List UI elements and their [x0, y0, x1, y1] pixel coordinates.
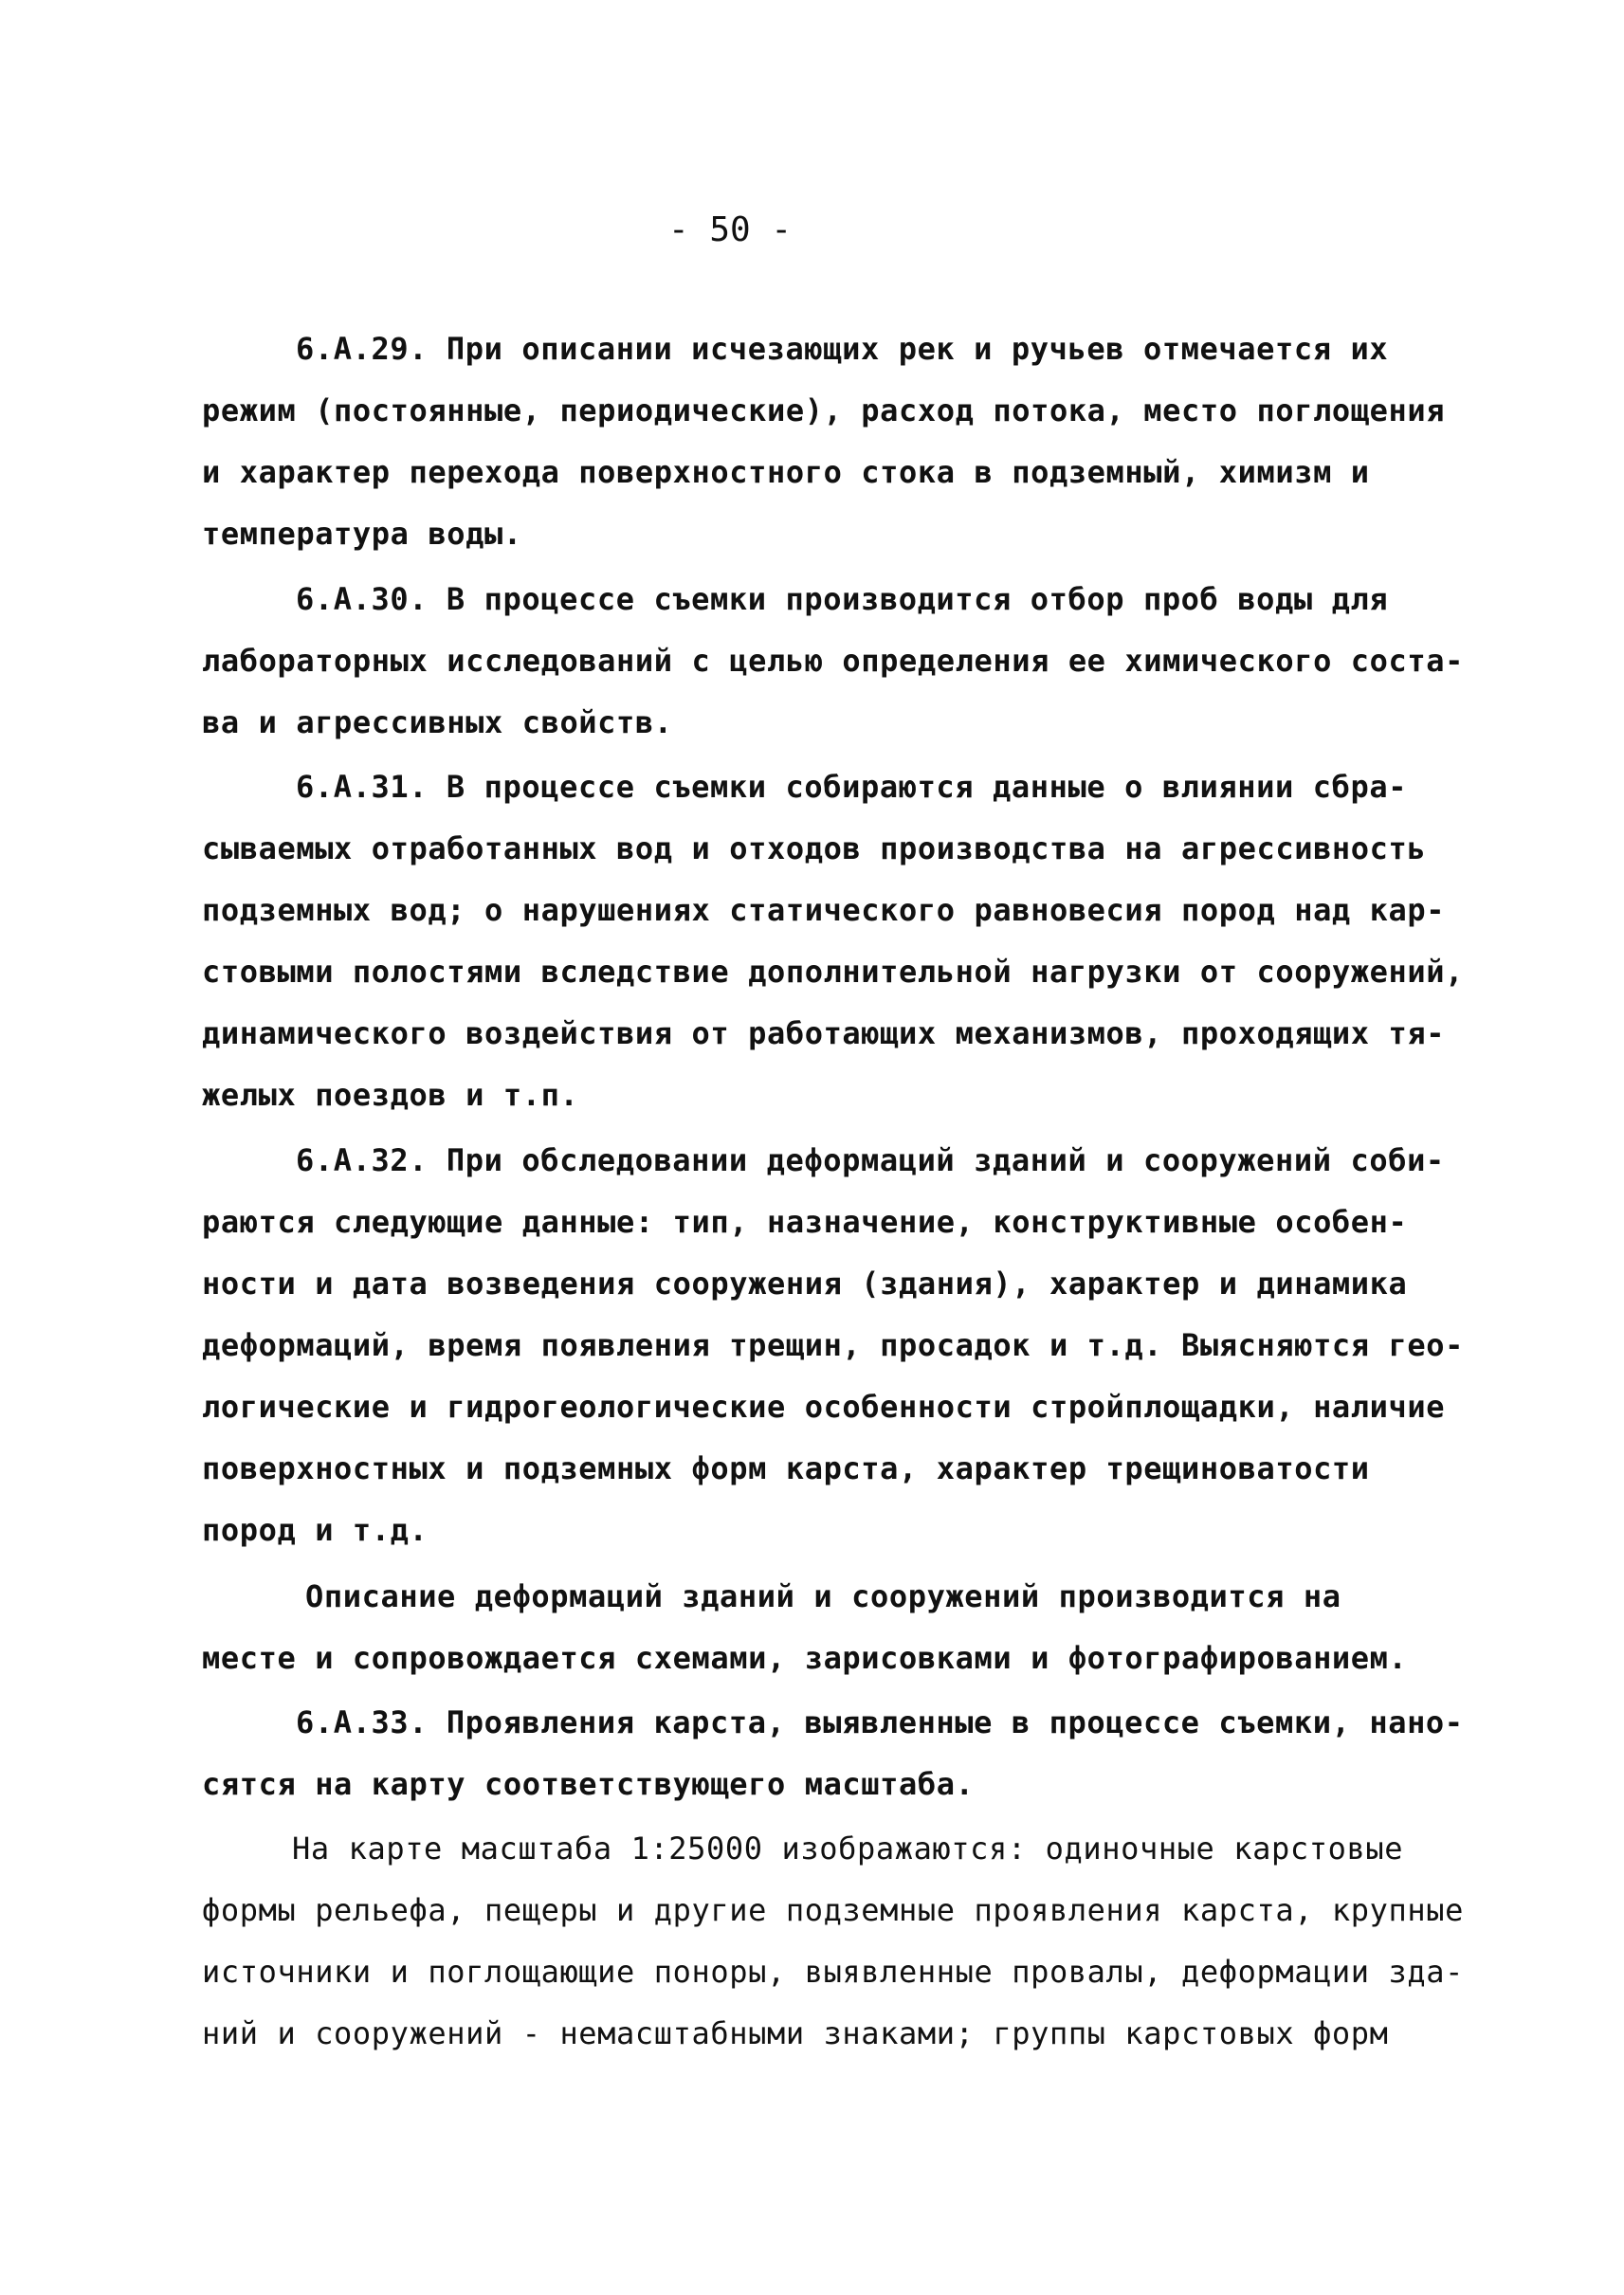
text-line: динамического воздействия от работающих механизмов, проходящих тя-	[202, 1015, 1446, 1051]
text-line: подземных вод; о нарушениях статического равновесия пород над кар-	[202, 892, 1446, 928]
text-line: источники и поглощающие поноры, выявленные провалы, деформации зда-	[202, 1954, 1464, 1990]
text-line: формы рельефа, пещеры и другие подземные проявления карста, крупные	[202, 1892, 1464, 1928]
text-line: На карте масштаба 1:25000 изображаются: одиночные карстовые	[292, 1831, 1404, 1867]
text-line: логические и гидрогеологические особенности стройплощадки, наличие	[202, 1389, 1446, 1425]
text-line: 6.А.30. В процессе съемки производится отбор проб воды для	[296, 581, 1389, 617]
text-line: пород и т.д.	[202, 1512, 429, 1548]
text-line: желых поездов и т.п.	[202, 1077, 579, 1113]
text-line: стовыми полостями вследствие дополнительной нагрузки от сооружений,	[202, 954, 1464, 990]
text-line: 6.А.33. Проявления карста, выявленные в процессе съемки, нано-	[296, 1704, 1464, 1740]
text-line: 6.А.31. В процессе съемки собираются данные о влиянии сбра-	[296, 769, 1408, 805]
text-line: и характер перехода поверхностного стока в подземный, химизм и	[202, 454, 1370, 490]
page-number: - 50 -	[667, 210, 793, 249]
text-line: сываемых отработанных вод и отходов производства на агрессивность	[202, 830, 1427, 866]
text-line: поверхностных и подземных форм карста, характер трещиноватости	[202, 1450, 1370, 1486]
text-line: месте и сопровождается схемами, зарисовками и фотографированием.	[202, 1640, 1408, 1676]
text-line: деформаций, время появления трещин, просадок и т.д. Выясняются гео-	[202, 1327, 1464, 1363]
text-line: ний и сооружений - немасштабными знаками; группы карстовых форм	[202, 2015, 1389, 2051]
text-line: температура воды.	[202, 516, 522, 552]
text-line: ности и дата возведения сооружения (здания), характер и динамика	[202, 1266, 1408, 1302]
text-line: ва и агрессивных свойств.	[202, 704, 673, 740]
text-line: 6.А.29. При описании исчезающих рек и ручьев отмечается их	[296, 331, 1389, 367]
text-line: режим (постоянные, периодические), расход потока, место поглощения	[202, 392, 1446, 428]
text-line: раются следующие данные: тип, назначение, конструктивные особен-	[202, 1204, 1408, 1240]
text-line: 6.А.32. При обследовании деформаций зданий и сооружений соби-	[296, 1142, 1445, 1178]
text-line: сятся на карту соответствующего масштаба.	[202, 1766, 975, 1802]
text-line: лабораторных исследований с целью определения ее химического соста-	[202, 643, 1464, 679]
text-line: Описание деформаций зданий и сооружений производится на	[305, 1578, 1341, 1614]
